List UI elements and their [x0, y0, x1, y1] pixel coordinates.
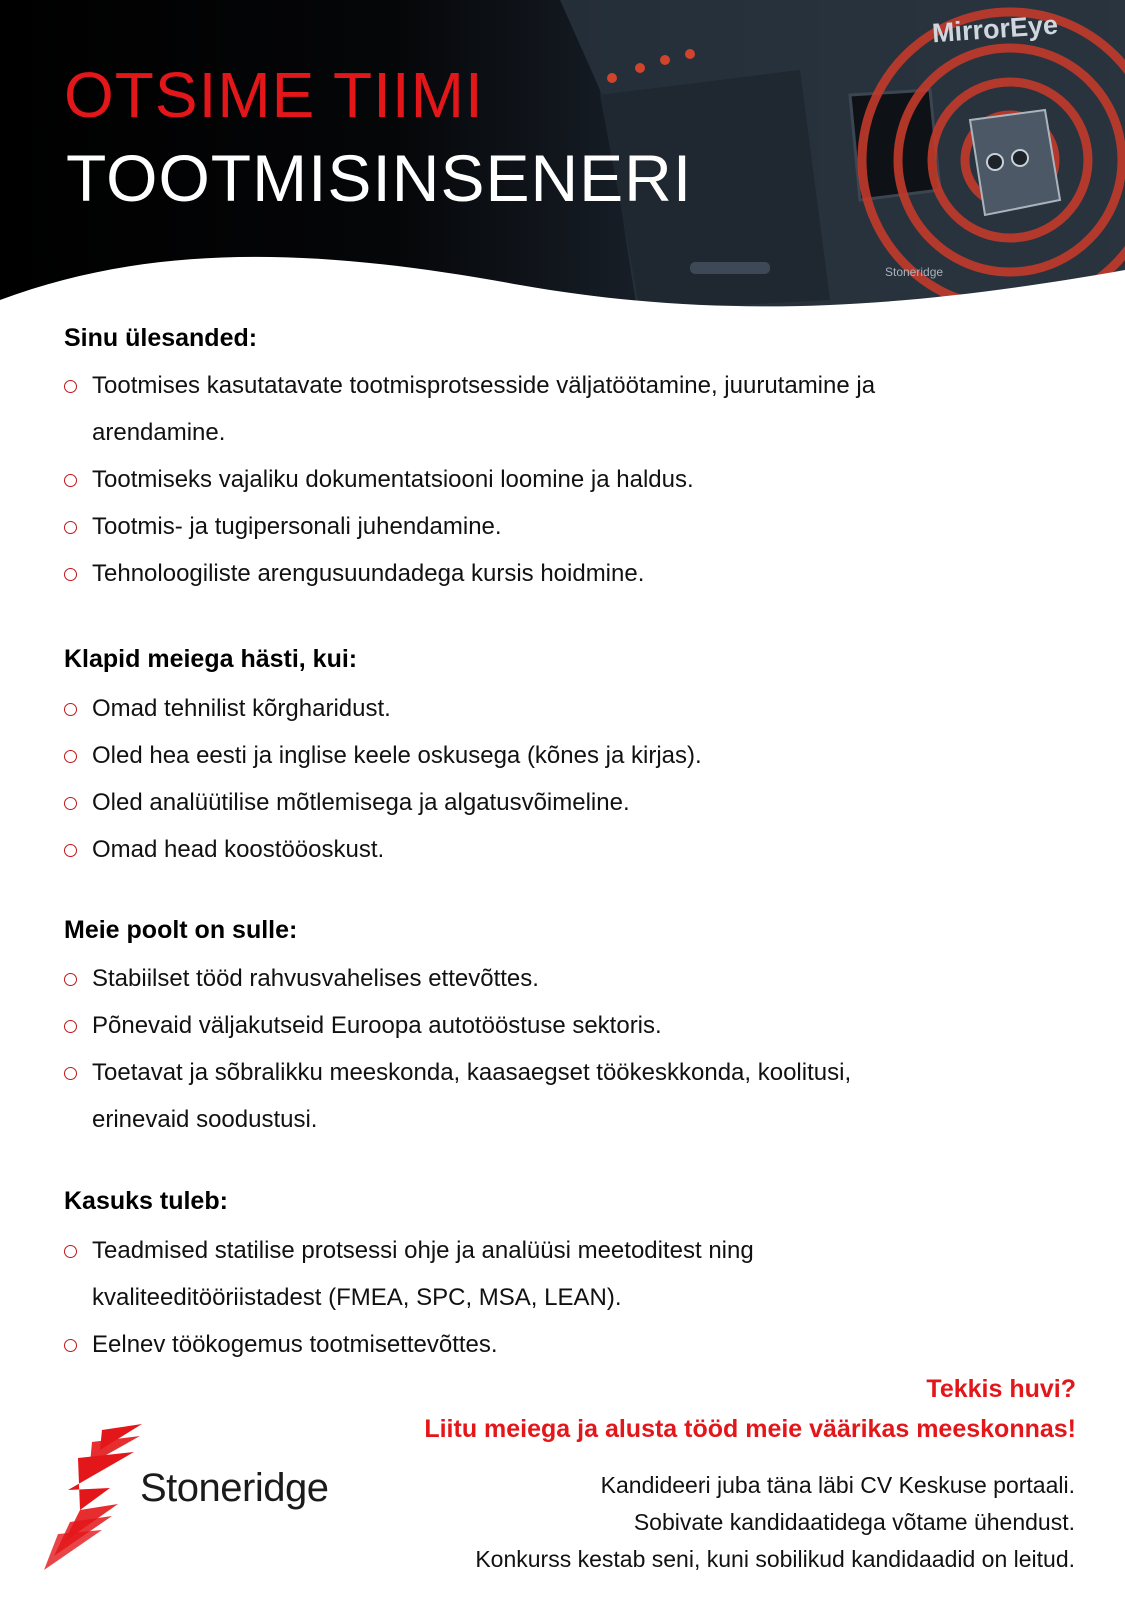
bullet-icon [64, 1245, 77, 1258]
bullet-icon [64, 844, 77, 857]
section-title-requirements: Klapid meiega hästi, kui: [64, 645, 358, 673]
list-item: Oled hea eesti ja inglise keele oskusega (kõnes ja kirjas). [64, 732, 1064, 779]
bullet-icon [64, 380, 77, 393]
list-item: Toetavat ja sõbralikku meeskonda, kaasaegset töökeskkonda, koolitusi, erinevaid soodustusi. [64, 1049, 1064, 1143]
cta-question: Tekkis huvi? [926, 1375, 1076, 1403]
stoneridge-logo [40, 1418, 350, 1578]
bullet-icon [64, 750, 77, 763]
page-title-line2: TOOTMISINSENERI [66, 141, 693, 215]
bullet-icon [64, 474, 77, 487]
bullet-icon [64, 703, 77, 716]
list-item: Omad tehnilist kõrgharidust. [64, 685, 1064, 732]
header-banner [0, 0, 1125, 330]
list-item: Tootmises kasutatavate tootmisprotsesside väljatöötamine, juurutamine ja arendamine. [64, 362, 1064, 456]
bullet-icon [64, 1067, 77, 1080]
list-item: Eelnev töökogemus tootmisettevõttes. [64, 1321, 1064, 1368]
page-title-line1: OTSIME TIIMI [64, 59, 484, 131]
cta-invitation: Liitu meiega ja alusta tööd meie väärikas meeskonnas! [424, 1415, 1076, 1443]
list-item: Tootmis- ja tugipersonali juhendamine. [64, 503, 1064, 550]
list-item: Tehnoloogiliste arengusuundadega kursis hoidmine. [64, 550, 1064, 597]
bullet-icon [64, 521, 77, 534]
bullet-icon [64, 1020, 77, 1033]
stoneridge-logo-mark-icon [40, 1418, 150, 1578]
section-title-advantages: Kasuks tuleb: [64, 1187, 228, 1215]
logo-wordmark: Stoneridge [140, 1466, 329, 1510]
list-item: Oled analüütilise mõtlemisega ja algatusvõimeline. [64, 779, 1064, 826]
list-item: Põnevaid väljakutseid Euroopa autotööstuse sektoris. [64, 1002, 1064, 1049]
info-apply-line: Kandideeri juba täna läbi CV Keskuse portaali. [600, 1472, 1075, 1498]
section-title-benefits: Meie poolt on sulle: [64, 916, 298, 944]
list-item: Stabiilset tööd rahvusvahelises ettevõttes. [64, 955, 1064, 1002]
list-item: Tootmiseks vajaliku dokumentatsiooni loomine ja haldus. [64, 456, 1064, 503]
section-title-tasks: Sinu ülesanded: [64, 324, 258, 352]
mirroreye-brand-text: MirrorEye [931, 9, 1059, 49]
bullet-icon [64, 973, 77, 986]
bullet-icon [64, 1339, 77, 1352]
info-contact-line: Sobivate kandidaatidega võtame ühendust. [633, 1509, 1075, 1535]
list-item: Omad head koostööoskust. [64, 826, 1064, 873]
list-item: Teadmised statilise protsessi ohje ja analüüsi meetoditest ning kvaliteeditööriistadest (FMEA, SPC, MSA, LEAN). [64, 1227, 1064, 1321]
info-deadline-line: Konkurss kestab seni, kuni sobilikud kandidaadid on leitud. [475, 1546, 1075, 1572]
bullet-icon [64, 797, 77, 810]
image-badge-text: Stoneridge [885, 265, 944, 279]
bullet-icon [64, 568, 77, 581]
